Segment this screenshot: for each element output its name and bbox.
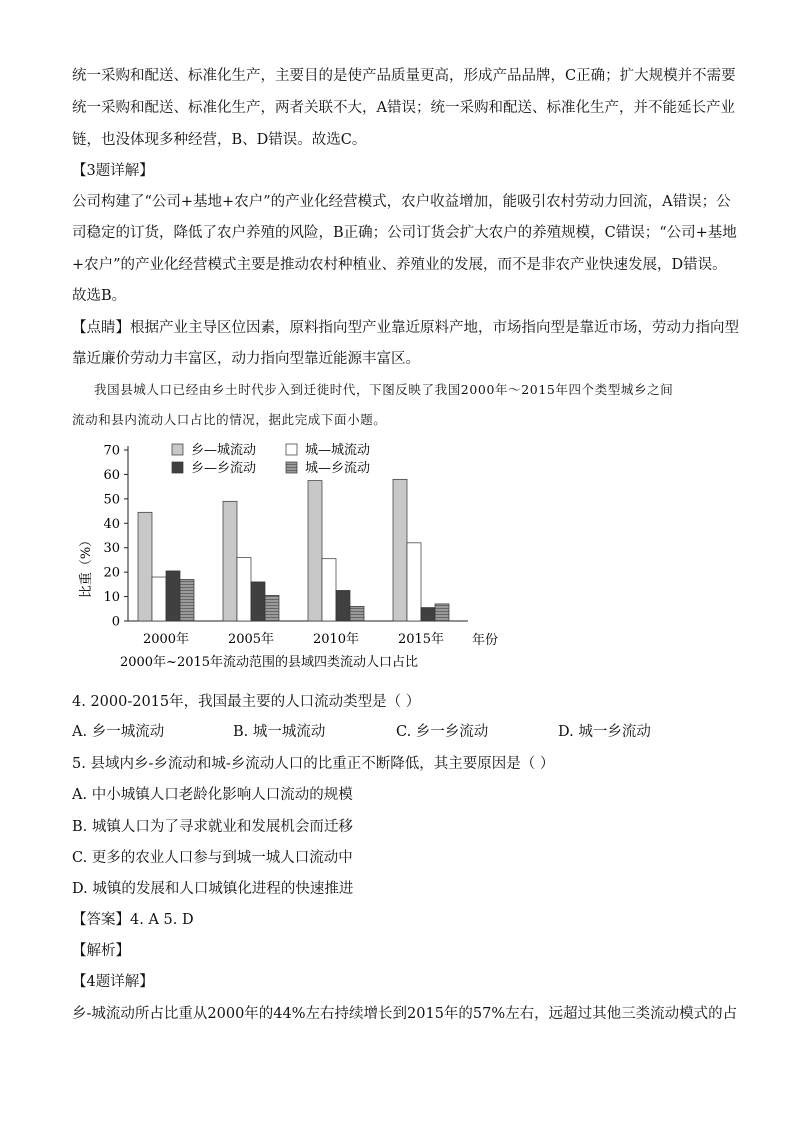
legend-swatch bbox=[286, 462, 297, 473]
text-line: 链，也没体现多种经营，B、D错误。故选C。 bbox=[72, 132, 367, 148]
text-line: 司稳定的订货，降低了农户养殖的风险，B正确；公司订货会扩大农户的养殖规模，C错误；“公司+基地 bbox=[72, 225, 737, 241]
legend-label: 城—城流动 bbox=[305, 443, 371, 458]
y-axis-label: 比重（%） bbox=[79, 533, 94, 599]
y-tick-label: 40 bbox=[103, 516, 120, 532]
q5-option-c[interactable]: C. 更多的农业人口参与到城一城人口流动中 bbox=[72, 850, 353, 866]
y-tick-label: 70 bbox=[103, 443, 120, 459]
bar bbox=[407, 543, 421, 621]
y-tick-label: 0 bbox=[111, 614, 120, 630]
text-line: 流动和县内流动人口占比的情况，据此完成下面小题。 bbox=[72, 412, 387, 427]
chart-bars bbox=[138, 479, 449, 621]
legend-label: 乡—乡流动 bbox=[191, 461, 257, 476]
legend-swatch bbox=[286, 444, 297, 455]
text-line: 公司构建了“公司+基地+农户”的产业化经营模式，农户收益增加，能吸引农村劳动力回流，A错误；公 bbox=[72, 194, 731, 210]
q5-option-d[interactable]: D. 城镇的发展和人口城镇化进程的快速推进 bbox=[72, 881, 354, 897]
x-tick-label: 2000年 bbox=[142, 632, 190, 647]
y-tick-label: 50 bbox=[103, 492, 120, 508]
bar bbox=[350, 606, 364, 621]
bar bbox=[421, 608, 435, 621]
x-axis-label: 年份 bbox=[472, 633, 499, 648]
bar bbox=[223, 501, 237, 621]
q4-stem: 4. 2000-2015年，我国最主要的人口流动类型是（ ） bbox=[72, 694, 421, 710]
chart-legend bbox=[172, 442, 370, 476]
q3-header: 【3题详解】 bbox=[72, 163, 154, 179]
x-tick-label: 2015年 bbox=[397, 632, 445, 647]
q4-option-a[interactable]: A. 乡一城流动 bbox=[72, 724, 165, 740]
text-line: 乡-城流动所占比重从2000年的44%左右持续增长到2015年的57%左右，远超过其他三类流动模式的占 bbox=[72, 1006, 738, 1022]
q5-option-b[interactable]: B. 城镇人口为了寻求就业和发展机会而迁移 bbox=[72, 819, 353, 835]
x-tick-label: 2010年 bbox=[312, 632, 360, 647]
bar bbox=[251, 582, 265, 621]
text-line: 统一采购和配送、标准化生产，主要目的是使产品质量更高，形成产品品牌，C正确；扩大规模并不需要 bbox=[72, 68, 736, 84]
legend-swatch bbox=[172, 462, 183, 473]
y-tick-label: 60 bbox=[103, 467, 120, 483]
analysis-header: 【解析】 bbox=[72, 943, 130, 959]
bar bbox=[166, 571, 180, 621]
x-tick-label: 2005年 bbox=[227, 632, 275, 647]
bar bbox=[393, 479, 407, 621]
q4-option-c[interactable]: C. 乡一乡流动 bbox=[396, 724, 489, 740]
text-line: 靠近廉价劳动力丰富区，动力指向型靠近能源丰富区。 bbox=[72, 351, 420, 367]
bar bbox=[180, 579, 194, 621]
y-tick-label: 30 bbox=[103, 541, 120, 557]
bar bbox=[435, 604, 449, 621]
chart-title: 2000年~2015年流动范围的县域四类流动人口占比 bbox=[119, 655, 419, 670]
bar bbox=[265, 595, 279, 621]
q4-option-b[interactable]: B. 城一城流动 bbox=[233, 724, 326, 740]
bar bbox=[308, 481, 322, 621]
q5-option-a[interactable]: A. 中小城镇人口老龄化影响人口流动的规模 bbox=[72, 787, 353, 803]
text-line: +农户”的产业化经营模式主要是推动农村种植业、养殖业的发展，而不是非农产业快速发展，D错误。 bbox=[72, 257, 727, 273]
legend-label: 城—乡流动 bbox=[305, 461, 371, 476]
bar-chart bbox=[76, 436, 506, 676]
bar bbox=[322, 559, 336, 621]
q4-header: 【4题详解】 bbox=[72, 974, 154, 990]
bar bbox=[152, 577, 166, 621]
text-line: 我国县城人口已经由乡土时代步入到迁徙时代，下图反映了我国2000年～2015年四个类型城乡之间 bbox=[94, 382, 674, 397]
y-tick-label: 20 bbox=[103, 565, 120, 581]
answer-line: 【答案】4. A 5. D bbox=[72, 912, 194, 928]
text-line: 故选B。 bbox=[72, 288, 127, 304]
text-line: 【点睛】根据产业主导区位因素，原料指向型产业靠近原料产地，市场指向型是靠近市场，劳动力指向型 bbox=[72, 320, 739, 336]
bar bbox=[138, 512, 152, 621]
legend-label: 乡—城流动 bbox=[191, 443, 257, 458]
text-line: 统一采购和配送、标准化生产，两者关联不大，A错误；统一采购和配送、标准化生产，并不能延长产业 bbox=[72, 100, 735, 116]
y-tick-label: 10 bbox=[103, 590, 120, 606]
q4-option-d[interactable]: D. 城一乡流动 bbox=[558, 724, 651, 740]
legend-swatch bbox=[172, 444, 183, 455]
bar bbox=[237, 557, 251, 621]
bar bbox=[336, 590, 350, 621]
q5-stem: 5. 县域内乡-乡流动和城-乡流动人口的比重正不断降低，其主要原因是（ ） bbox=[72, 756, 555, 772]
